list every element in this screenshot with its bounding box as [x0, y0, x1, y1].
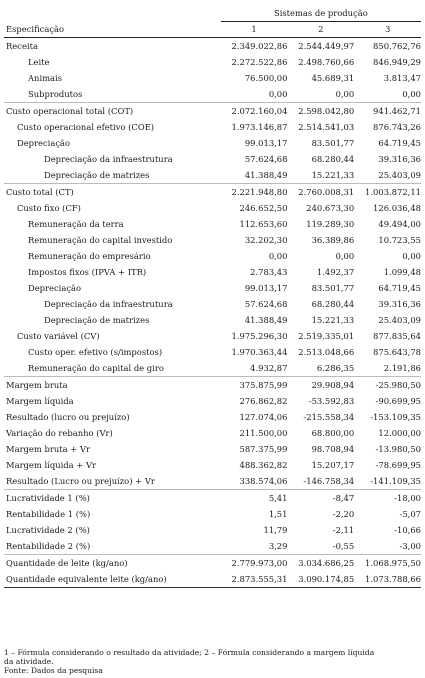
cell-system-3: 39.316,36	[378, 153, 421, 164]
column-header-1: 1	[221, 22, 288, 38]
row-label: Custo operacional efetivo (COE)	[17, 121, 155, 132]
cell-system-1: 2.272.522,86	[231, 56, 288, 67]
header-group-row	[4, 6, 421, 22]
cell-system-3: -25.980,50	[354, 377, 421, 394]
cell-system-3: 1.003.872,11	[354, 184, 421, 201]
cell-system-1: 1.970.363,44	[231, 346, 288, 357]
table-row	[4, 38, 421, 55]
cell-system-1: 1,51	[268, 508, 288, 519]
cell-system-2: 98.708,94	[311, 443, 355, 454]
row-label: Lucratividade 2 (%)	[6, 524, 90, 535]
table-row	[4, 441, 421, 457]
row-label: Margem líquida	[6, 395, 74, 406]
table-row	[4, 393, 421, 409]
table-row	[4, 135, 421, 151]
cell-system-3: -10,66	[394, 524, 421, 535]
cell-system-3: 875.643,78	[373, 346, 421, 357]
row-label: Margem bruta + Vr	[6, 443, 91, 454]
cell-system-3: 25.403,09	[378, 169, 421, 180]
cell-system-2: 3.090.174,85	[287, 571, 354, 588]
cell-system-1: 5,41	[221, 490, 288, 507]
row-label: Leite	[28, 56, 50, 67]
cell-system-2: 15.207,17	[311, 459, 355, 470]
cell-system-1: 587.375,99	[239, 443, 288, 454]
cell-system-2: -0,55	[332, 540, 355, 551]
cell-system-1: 2.783,43	[250, 266, 288, 277]
header-row	[4, 22, 421, 38]
table-row	[4, 506, 421, 522]
footnote-block	[4, 648, 420, 675]
cell-system-2: -215.558,34	[303, 411, 355, 422]
cell-system-1: 488.362,82	[239, 459, 288, 470]
cell-system-1: 2.221.948,80	[221, 184, 288, 201]
cell-system-1: 246.652,50	[239, 202, 288, 213]
cell-system-1: 41.388,49	[244, 314, 288, 325]
table-row	[4, 344, 421, 360]
row-label: Depreciação de matrizes	[44, 314, 150, 325]
table-row	[4, 248, 421, 264]
cell-system-2: 45.689,31	[311, 72, 355, 83]
cell-system-2: 1.492,37	[316, 266, 355, 277]
cell-system-2: -2,11	[332, 524, 355, 535]
cell-system-3: -3,00	[399, 540, 421, 551]
cell-system-3: 12.000,00	[378, 427, 421, 438]
table-row	[4, 103, 421, 120]
cell-system-3: 3.813,47	[383, 72, 421, 83]
cell-system-1: 57.624,68	[244, 153, 288, 164]
row-label: Quantidade de leite (kg/ano)	[4, 555, 221, 572]
row-label: Depreciação da infraestrutura	[44, 153, 173, 164]
table-row	[4, 280, 421, 296]
table-row	[4, 555, 421, 572]
cell-system-2: 6.286,35	[316, 362, 355, 373]
cell-system-1: 4.932,87	[250, 362, 288, 373]
table-row	[4, 119, 421, 135]
cell-system-1: 338.574,06	[239, 475, 288, 486]
cell-system-1: 276.862,82	[239, 395, 288, 406]
cell-system-3: -141.109,35	[370, 475, 421, 486]
cell-system-2: 2.498.760,66	[298, 56, 355, 67]
row-label: Resultado (Lucro ou prejuízo) + Vr	[6, 475, 155, 486]
row-label: Variação do rebanho (Vr)	[6, 427, 113, 438]
cell-system-2: 0,00	[335, 250, 355, 261]
cell-system-1: 2.873.555,31	[221, 571, 288, 588]
row-label: Subprodutos	[28, 88, 83, 99]
cell-system-2: 119.289,30	[306, 218, 355, 229]
row-label: Depreciação de matrizes	[44, 169, 150, 180]
row-label: Depreciação	[28, 282, 82, 293]
cell-system-1: 2.072.160,04	[221, 103, 288, 120]
cell-system-1: 99.013,17	[244, 137, 288, 148]
cell-system-3: -18,00	[354, 490, 421, 507]
cell-system-2: -53.592,83	[308, 395, 355, 406]
table-row	[4, 167, 421, 184]
cell-system-3: -13.980,50	[375, 443, 421, 454]
row-label: Custo oper. efetivo (s/impostos)	[28, 346, 163, 357]
table-row	[4, 54, 421, 70]
table-row	[4, 490, 421, 507]
row-label: Lucratividade 1 (%)	[4, 490, 221, 507]
cell-system-3: 1.073.788,66	[354, 571, 421, 588]
cell-system-1: 2.779.973,00	[221, 555, 288, 572]
table-row	[4, 522, 421, 538]
cell-system-2: 2.519.335,01	[298, 330, 355, 341]
cell-system-3: 876.743,26	[373, 121, 421, 132]
cell-system-3: 64.719,45	[378, 282, 421, 293]
cell-system-1: 11,79	[263, 524, 288, 535]
row-label: Custo operacional total (COT)	[4, 103, 221, 120]
cell-system-3: 0,00	[402, 88, 421, 99]
cell-system-1: 32.202,30	[244, 234, 288, 245]
row-label: Resultado (lucro ou prejuízo)	[6, 411, 130, 422]
cell-system-3: 2.191,86	[383, 362, 421, 373]
cell-system-1: 3,29	[268, 540, 288, 551]
cell-system-1: 57.624,68	[244, 298, 288, 309]
table-row	[4, 216, 421, 232]
cell-system-2: -146.758,34	[303, 475, 355, 486]
group-header: Sistemas de produção	[221, 6, 421, 22]
cell-system-2: 2.598.042,80	[287, 103, 354, 120]
column-header-2: 2	[287, 22, 354, 38]
cell-system-1: 41.388,49	[244, 169, 288, 180]
table-row	[4, 200, 421, 216]
cell-system-2: -8,47	[287, 490, 354, 507]
cell-system-1: 1.973.146,87	[231, 121, 288, 132]
table-row	[4, 538, 421, 555]
row-label: Rentabilidade 2 (%)	[6, 540, 91, 551]
cell-system-2: 36.389,86	[311, 234, 355, 245]
table-row	[4, 377, 421, 394]
row-label: Receita	[6, 40, 38, 51]
cell-system-3: 49.494,00	[378, 218, 421, 229]
row-label: Remuneração da terra	[28, 218, 124, 229]
cell-system-2: 240.673,30	[306, 202, 355, 213]
cell-system-3: -5,07	[399, 508, 421, 519]
table-row	[4, 264, 421, 280]
cell-system-2: 15.221,33	[311, 314, 355, 325]
cell-system-2: 15.221,33	[311, 169, 355, 180]
cell-system-1: 76.500,00	[244, 72, 288, 83]
cell-system-3: 846.949,29	[373, 56, 421, 67]
row-label: Remuneração do empresário	[28, 250, 151, 261]
cell-system-2: -2,20	[332, 508, 355, 519]
cell-system-2: 68.280,44	[311, 153, 355, 164]
row-label: Impostos fixos (IPVA + ITR)	[28, 266, 147, 277]
cell-system-2: 2.544.449,97	[298, 40, 355, 51]
cell-system-3: 25.403,09	[378, 314, 421, 325]
cell-system-2: 83.501,77	[311, 137, 355, 148]
cell-system-3: 0,00	[402, 250, 421, 261]
cell-system-3: 877.835,64	[373, 330, 421, 341]
cell-system-3: 1.068.975,50	[354, 555, 421, 572]
column-header-specification: Especificação	[4, 22, 221, 38]
economic-indicators-table	[4, 6, 421, 588]
row-label: Margem bruta	[4, 377, 221, 394]
table-row	[4, 409, 421, 425]
cell-system-2: 29.908,94	[287, 377, 354, 394]
cell-system-3: 941.462,71	[354, 103, 421, 120]
row-label: Margem líquida + Vr	[6, 459, 97, 470]
cell-system-3: 850.762,76	[373, 40, 421, 51]
table-row	[4, 232, 421, 248]
cell-system-2: 2.513.048,66	[298, 346, 355, 357]
cell-system-1: 112.653,60	[239, 218, 288, 229]
cell-system-2: 68.800,00	[311, 427, 355, 438]
cell-system-3: -78.699,95	[375, 459, 421, 470]
table-row	[4, 360, 421, 377]
cell-system-3: 64.719,45	[378, 137, 421, 148]
row-label: Quantidade equivalente leite (kg/ano)	[4, 571, 221, 588]
row-label: Remuneração do capital investido	[28, 234, 173, 245]
cell-system-1: 0,00	[268, 250, 288, 261]
cell-system-2: 68.280,44	[311, 298, 355, 309]
cell-system-1: 211.500,00	[239, 427, 288, 438]
cell-system-2: 2.760.008,31	[287, 184, 354, 201]
table-row	[4, 184, 421, 201]
table-row	[4, 473, 421, 490]
cell-system-3: 39.316,36	[378, 298, 421, 309]
table-row	[4, 151, 421, 167]
row-label: Rentabilidade 1 (%)	[6, 508, 91, 519]
cell-system-2: 3.034.686,25	[287, 555, 354, 572]
cell-system-1: 99.013,17	[244, 282, 288, 293]
source-note: Fonte: Dados da pesquisa	[4, 666, 103, 675]
table-body	[4, 38, 421, 588]
cell-system-3: 1.099,48	[383, 266, 421, 277]
cell-system-3: 10.723,55	[378, 234, 421, 245]
row-label: Depreciação da infraestrutura	[44, 298, 173, 309]
row-label: Depreciação	[17, 137, 71, 148]
cell-system-3: 126.036,48	[373, 202, 421, 213]
cell-system-1: 127.074,06	[239, 411, 288, 422]
footnote-line-2: da atividade.	[4, 657, 54, 666]
column-header-3: 3	[354, 22, 421, 38]
table-row	[4, 86, 421, 103]
cell-system-2: 83.501,77	[311, 282, 355, 293]
footnote-line-1: 1 – Fórmula considerando o resultado da atividade; 2 – Fórmula considerando a margem líquida	[4, 648, 375, 657]
table-row	[4, 296, 421, 312]
cell-system-1: 0,00	[268, 88, 288, 99]
row-label: Animais	[28, 72, 63, 83]
table-row	[4, 425, 421, 441]
row-label: Custo variável (CV)	[17, 330, 100, 341]
row-label: Remuneração do capital de giro	[28, 362, 164, 373]
cell-system-2: 2.514.541,03	[298, 121, 355, 132]
table-row	[4, 328, 421, 344]
cell-system-2: 0,00	[335, 88, 355, 99]
table-row	[4, 312, 421, 328]
table-row	[4, 571, 421, 588]
row-label: Custo total (CT)	[4, 184, 221, 201]
table-row	[4, 70, 421, 86]
cell-system-1: 1.975.296,30	[231, 330, 288, 341]
cell-system-1: 2.349.022,86	[231, 40, 288, 51]
row-label: Custo fixo (CF)	[17, 202, 81, 213]
cell-system-3: -153.109,35	[370, 411, 421, 422]
cell-system-3: -90.699,95	[375, 395, 421, 406]
cell-system-1: 375.875,99	[221, 377, 288, 394]
table-row	[4, 457, 421, 473]
